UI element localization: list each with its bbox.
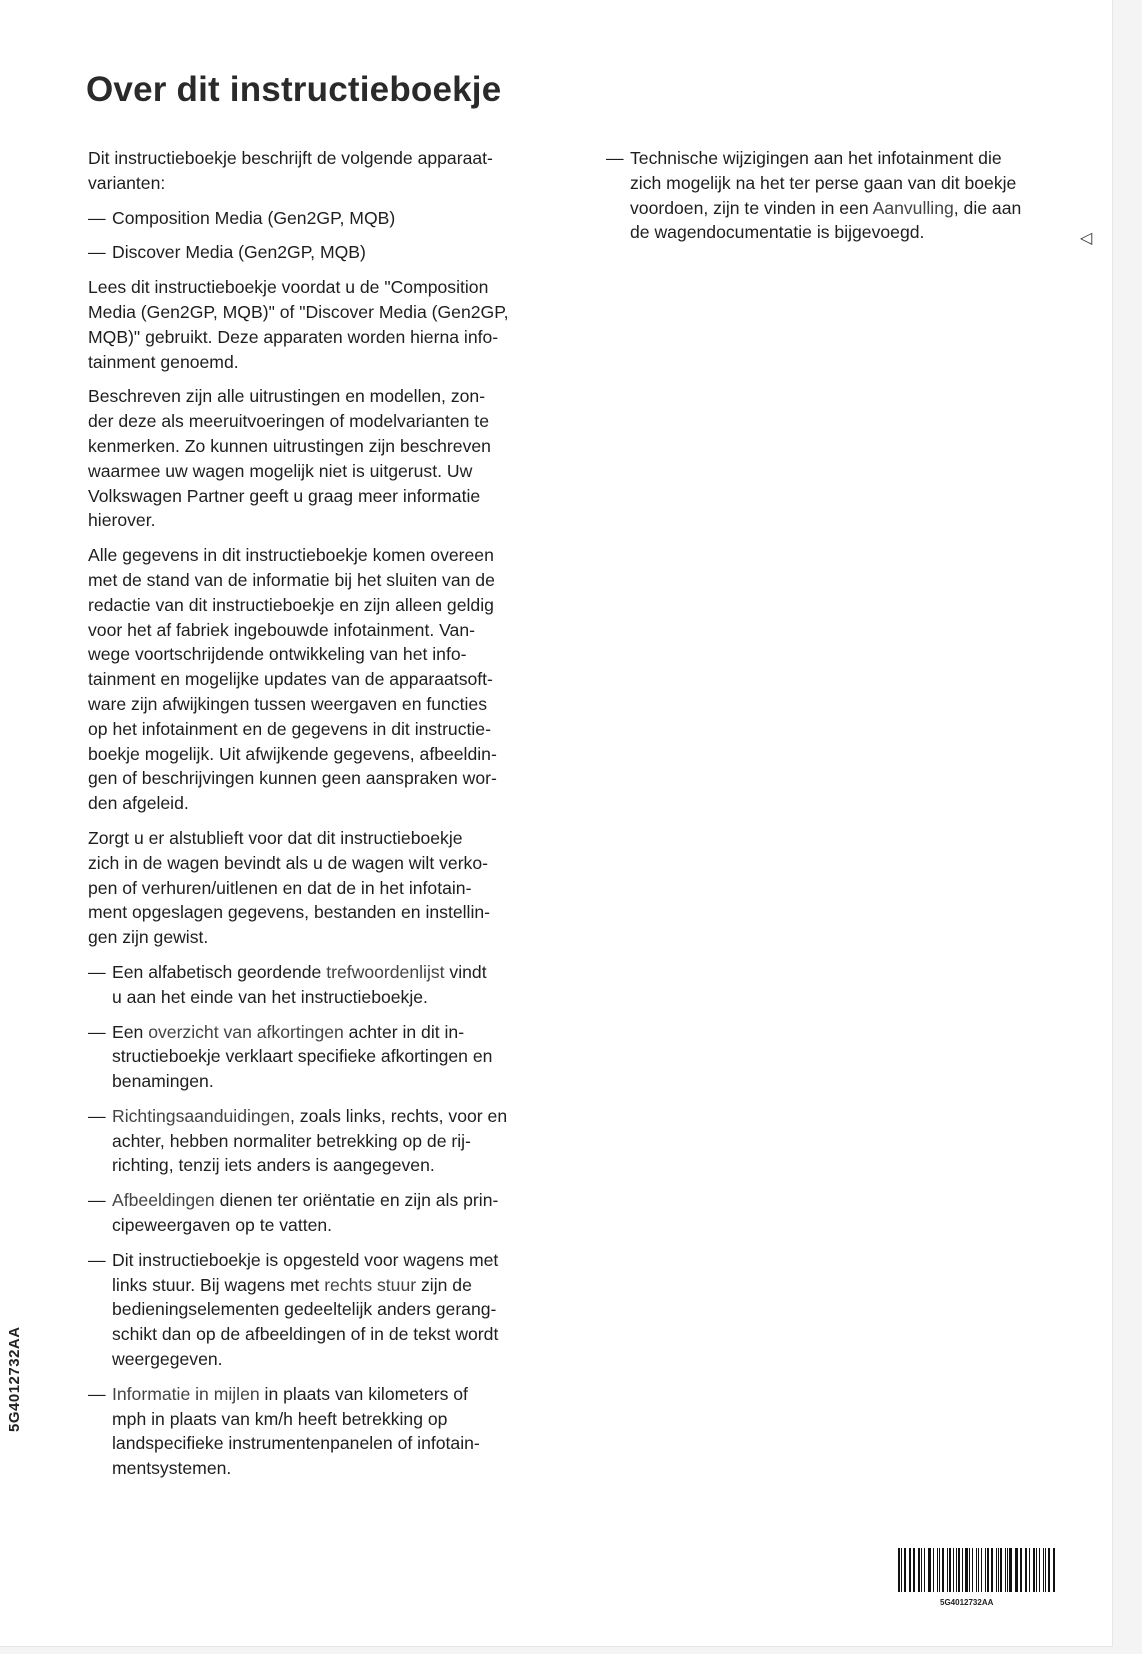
- text-line: [88, 146, 558, 171]
- text-segment: pen of verhuren/uitlenen en dat de in het infotain-: [88, 877, 472, 898]
- barcode-bar: [904, 1548, 906, 1592]
- text-segment: zich mogelijk na het ter perse gaan van dit boekje: [630, 172, 1017, 193]
- text-line: [112, 1322, 558, 1347]
- text-line: [88, 900, 558, 925]
- dash-bullet: —: [606, 148, 624, 168]
- text-line: [88, 384, 558, 409]
- dash-bullet: —: [88, 1249, 106, 1270]
- text-segment: Dit instructieboekje is opgesteld voor wagens met: [112, 1249, 499, 1270]
- text-line: [112, 1456, 558, 1481]
- barcode-bar: [1036, 1548, 1037, 1592]
- text-line: [112, 1273, 558, 1298]
- text-line: [112, 1213, 558, 1238]
- text-segment: structieboekje verklaart specifieke afkortingen en: [112, 1046, 493, 1067]
- barcode-bar: [913, 1548, 915, 1592]
- list-item: [88, 240, 558, 265]
- text-segment: in plaats van kilometers of: [259, 1383, 468, 1404]
- barcode-bar: [1053, 1548, 1055, 1592]
- barcode-bar: [937, 1548, 938, 1592]
- text-line: [88, 851, 558, 876]
- text-segment: cipeweergaven op te vatten.: [112, 1215, 333, 1236]
- barcode-bar: [1033, 1548, 1035, 1592]
- list-item: [88, 1382, 558, 1481]
- paragraph: [88, 384, 558, 533]
- text-segment: links stuur. Bij wagens met: [112, 1274, 325, 1295]
- text-line: [112, 1129, 558, 1154]
- text-line: [630, 220, 1076, 245]
- text-segment: , zoals links, rechts, voor en: [290, 1105, 508, 1126]
- text-line: [88, 171, 558, 196]
- cross-reference-term: overzicht van afkortingen: [148, 1021, 344, 1042]
- text-line: [88, 717, 558, 742]
- text-segment: dienen ter oriëntatie en zijn als prin-: [214, 1190, 499, 1211]
- barcode-bar: [921, 1548, 922, 1592]
- dash-bullet: —: [88, 242, 106, 263]
- text-segment: de wagendocumentatie is bijgevoegd.: [630, 222, 925, 243]
- text-line: [88, 642, 558, 667]
- barcode-bar: [998, 1548, 999, 1592]
- text-segment: Een: [112, 1021, 149, 1042]
- text-line: [88, 350, 558, 375]
- list-item: [88, 1188, 558, 1238]
- cross-reference-term: Aanvulling: [872, 197, 954, 218]
- text-segment: Beschreven zijn alle uitrustingen en modellen, zon-: [88, 386, 486, 407]
- barcode-bar: [985, 1548, 986, 1592]
- barcode-bar: [1020, 1548, 1022, 1592]
- text-segment: gen zijn gewist.: [88, 927, 209, 948]
- text-line: [88, 766, 558, 791]
- text-line: [112, 985, 558, 1010]
- text-segment: mentsystemen.: [112, 1458, 232, 1479]
- text-segment: , die aan: [953, 197, 1022, 218]
- text-segment: waarmee uw wagen mogelijk niet is uitgerust. Uw: [88, 460, 473, 481]
- text-segment: MQB)" gebruikt. Deze apparaten worden hierna info-: [88, 326, 499, 347]
- barcode-bar: [898, 1548, 900, 1592]
- end-of-section-triangle-icon: ◁: [1080, 230, 1093, 247]
- dash-bullet: —: [88, 1021, 106, 1042]
- paragraph: [88, 826, 558, 950]
- paragraph: [88, 146, 558, 196]
- page-title: Over dit instructieboekje: [86, 70, 502, 109]
- barcode-bar: [972, 1548, 973, 1592]
- barcode-bar: [929, 1548, 931, 1592]
- list-item: [88, 206, 558, 231]
- text-line: [112, 1347, 558, 1372]
- text-segment: hierover.: [88, 510, 156, 531]
- text-line: [88, 508, 558, 533]
- text-line: [88, 925, 558, 950]
- text-line: [88, 826, 558, 851]
- text-segment: met de stand van de informatie bij het sluiten van de: [88, 569, 495, 590]
- barcode-bar: [962, 1548, 963, 1592]
- text-line: [630, 146, 1076, 171]
- right-column: [606, 146, 1076, 255]
- text-line: [112, 1407, 558, 1432]
- text-segment: Dit instructieboekje beschrijft de volgende apparaat-: [88, 148, 493, 168]
- cross-reference-term: trefwoordenlijst: [326, 961, 445, 982]
- text-line: [112, 1297, 558, 1322]
- text-segment: tainment genoemd.: [88, 351, 239, 372]
- barcode-bar: [956, 1548, 957, 1592]
- text-segment: tainment en mogelijke updates van de apparaatsoft-: [88, 669, 493, 690]
- text-segment: gen of beschrijvingen kunnen geen aanspraken wor-: [88, 768, 497, 789]
- text-segment: ware zijn afwijkingen tussen weergaven en functies: [88, 693, 488, 714]
- text-line: [112, 1104, 558, 1129]
- barcode-bar: [949, 1548, 951, 1592]
- text-segment: Technische wijzigingen aan het infotainment die: [630, 148, 1002, 168]
- barcode-bar: [909, 1548, 910, 1592]
- text-line: [112, 960, 558, 985]
- text-segment: ment opgeslagen gegevens, bestanden en instellin-: [88, 902, 491, 923]
- barcode-bar: [1025, 1548, 1026, 1592]
- barcode-bar: [901, 1548, 902, 1592]
- text-segment: den afgeleid.: [88, 793, 189, 814]
- text-segment: Een alfabetisch geordende: [112, 961, 327, 982]
- dash-bullet: —: [88, 207, 106, 228]
- barcode-bar: [1016, 1548, 1018, 1592]
- list-item: [88, 1104, 558, 1178]
- barcode-bar: [1048, 1548, 1050, 1592]
- cross-reference-term: Richtingsaanduidingen: [112, 1105, 291, 1126]
- barcode-bar: [1009, 1548, 1011, 1592]
- text-segment: Media (Gen2GP, MQB)" of "Discover Media (Gen2GP,: [88, 301, 509, 322]
- text-segment: Alle gegevens in dit instructieboekje komen overeen: [88, 545, 494, 566]
- text-line: [630, 196, 1076, 221]
- paragraph: [88, 275, 558, 374]
- barcode-bar: [1007, 1548, 1008, 1592]
- barcode-bar: [1000, 1548, 1002, 1592]
- text-segment: kenmerken. Zo kunnen uitrustingen zijn beschreven: [88, 435, 491, 456]
- text-line: [88, 543, 558, 568]
- barcode-bar: [933, 1548, 935, 1592]
- text-line: [88, 667, 558, 692]
- barcode-bar: [958, 1548, 960, 1592]
- list-item: [88, 1020, 558, 1094]
- text-segment: mph in plaats van km/h heeft betrekking op: [112, 1408, 448, 1429]
- barcode-bar: [1029, 1548, 1030, 1592]
- text-segment: richting, tenzij iets anders is aangegeven.: [112, 1155, 435, 1176]
- text-segment: der deze als meeruitvoeringen of modelvarianten te: [88, 411, 489, 432]
- text-segment: Volkswagen Partner geeft u graag meer informatie: [88, 485, 481, 506]
- text-segment: Composition Media (Gen2GP, MQB): [112, 207, 396, 228]
- cross-reference-term: rechts stuur: [324, 1274, 417, 1295]
- list-item: [88, 1248, 558, 1372]
- text-line: [88, 791, 558, 816]
- barcode-bar: [978, 1548, 979, 1592]
- barcode-bar: [953, 1548, 954, 1592]
- text-line: [88, 434, 558, 459]
- text-segment: zijn de: [416, 1274, 472, 1295]
- text-line: [88, 459, 558, 484]
- text-segment: u aan het einde van het instructieboekje.: [112, 986, 428, 1007]
- text-segment: schikt dan op de afbeeldingen of in de tekst wordt: [112, 1324, 499, 1345]
- text-line: [112, 1044, 558, 1069]
- barcode-bar: [947, 1548, 948, 1592]
- dash-bullet: —: [88, 961, 106, 982]
- text-line: [88, 618, 558, 643]
- cross-reference-term: Afbeeldingen: [112, 1190, 215, 1211]
- barcode-bar: [1005, 1548, 1006, 1592]
- paragraph: [88, 543, 558, 816]
- barcode-bar: [918, 1548, 920, 1592]
- text-segment: Zorgt u er alstublieft voor dat dit instructieboekje: [88, 827, 463, 848]
- dash-bullet: —: [88, 1383, 106, 1404]
- barcode: [898, 1548, 1056, 1592]
- text-segment: achter in dit in-: [343, 1021, 465, 1042]
- text-segment: Lees dit instructieboekje voordat u de "Composition: [88, 277, 489, 298]
- text-segment: voor het af fabriek ingebouwde infotainment. Van-: [88, 619, 475, 640]
- text-segment: boekje mogelijk. Uit afwijkende gegevens, afbeeldin-: [88, 743, 497, 764]
- text-segment: op het infotainment en de gegevens in dit instructie-: [88, 718, 491, 739]
- barcode-number: 5G4012732AA: [940, 1598, 994, 1607]
- barcode-bar: [1026, 1548, 1027, 1592]
- text-line: [112, 1069, 558, 1094]
- text-segment: varianten:: [88, 172, 166, 193]
- text-line: [88, 568, 558, 593]
- cross-reference-term: Informatie in mijlen: [112, 1383, 260, 1404]
- left-column: [88, 146, 558, 1491]
- text-segment: achter, hebben normaliter betrekking op de rij-: [112, 1130, 471, 1151]
- text-line: [112, 1020, 558, 1045]
- text-line: [88, 742, 558, 767]
- text-line: [88, 325, 558, 350]
- text-segment: weergegeven.: [112, 1349, 223, 1370]
- text-segment: bedieningselementen gedeeltelijk anders gerang-: [112, 1299, 497, 1320]
- barcode-bar: [928, 1548, 929, 1592]
- text-line: [88, 692, 558, 717]
- text-line: [88, 409, 558, 434]
- text-line: [112, 1153, 558, 1178]
- text-segment: voordoen, zijn te vinden in een: [630, 197, 873, 218]
- text-line: [112, 1431, 558, 1456]
- text-line: [112, 1382, 558, 1407]
- barcode-bar: [969, 1548, 971, 1592]
- text-segment: zich in de wagen bevindt als u de wagen wilt verko-: [88, 852, 488, 873]
- text-line: [88, 593, 558, 618]
- text-line: [88, 300, 558, 325]
- barcode-bar: [965, 1548, 967, 1592]
- text-line: [630, 171, 1076, 196]
- barcode-bar: [910, 1548, 911, 1592]
- barcode-bar: [1043, 1548, 1044, 1592]
- barcode-bar: [939, 1548, 940, 1592]
- side-document-code: 5G4012732AA: [6, 1326, 23, 1432]
- barcode-bar: [924, 1548, 925, 1592]
- text-line: [88, 484, 558, 509]
- barcode-bar: [981, 1548, 983, 1592]
- barcode-bar: [1045, 1548, 1046, 1592]
- text-line: [112, 206, 558, 231]
- text-segment: redactie van dit instructieboekje en zijn alleen geldig: [88, 594, 494, 615]
- text-segment: benamingen.: [112, 1071, 214, 1092]
- text-line: [112, 1188, 558, 1213]
- text-line: [112, 1248, 558, 1273]
- text-line: [112, 240, 558, 265]
- dash-bullet: —: [88, 1105, 106, 1126]
- text-segment: vindt: [444, 961, 487, 982]
- barcode-bar: [987, 1548, 989, 1592]
- text-line: [88, 275, 558, 300]
- barcode-bar: [1015, 1548, 1016, 1592]
- barcode-bar: [1039, 1548, 1041, 1592]
- barcode-bar: [942, 1548, 944, 1592]
- barcode-bar: [976, 1548, 977, 1592]
- text-segment: Discover Media (Gen2GP, MQB): [112, 242, 366, 263]
- barcode-bar: [991, 1548, 993, 1592]
- barcode-bar: [996, 1548, 997, 1592]
- text-segment: wege voortschrijdende ontwikkeling van het info-: [88, 644, 467, 665]
- text-segment: landspecifieke instrumentenpanelen of infotain-: [112, 1433, 480, 1454]
- list-item: [606, 146, 1076, 245]
- list-item: [88, 960, 558, 1010]
- dash-bullet: —: [88, 1190, 106, 1211]
- text-line: [88, 876, 558, 901]
